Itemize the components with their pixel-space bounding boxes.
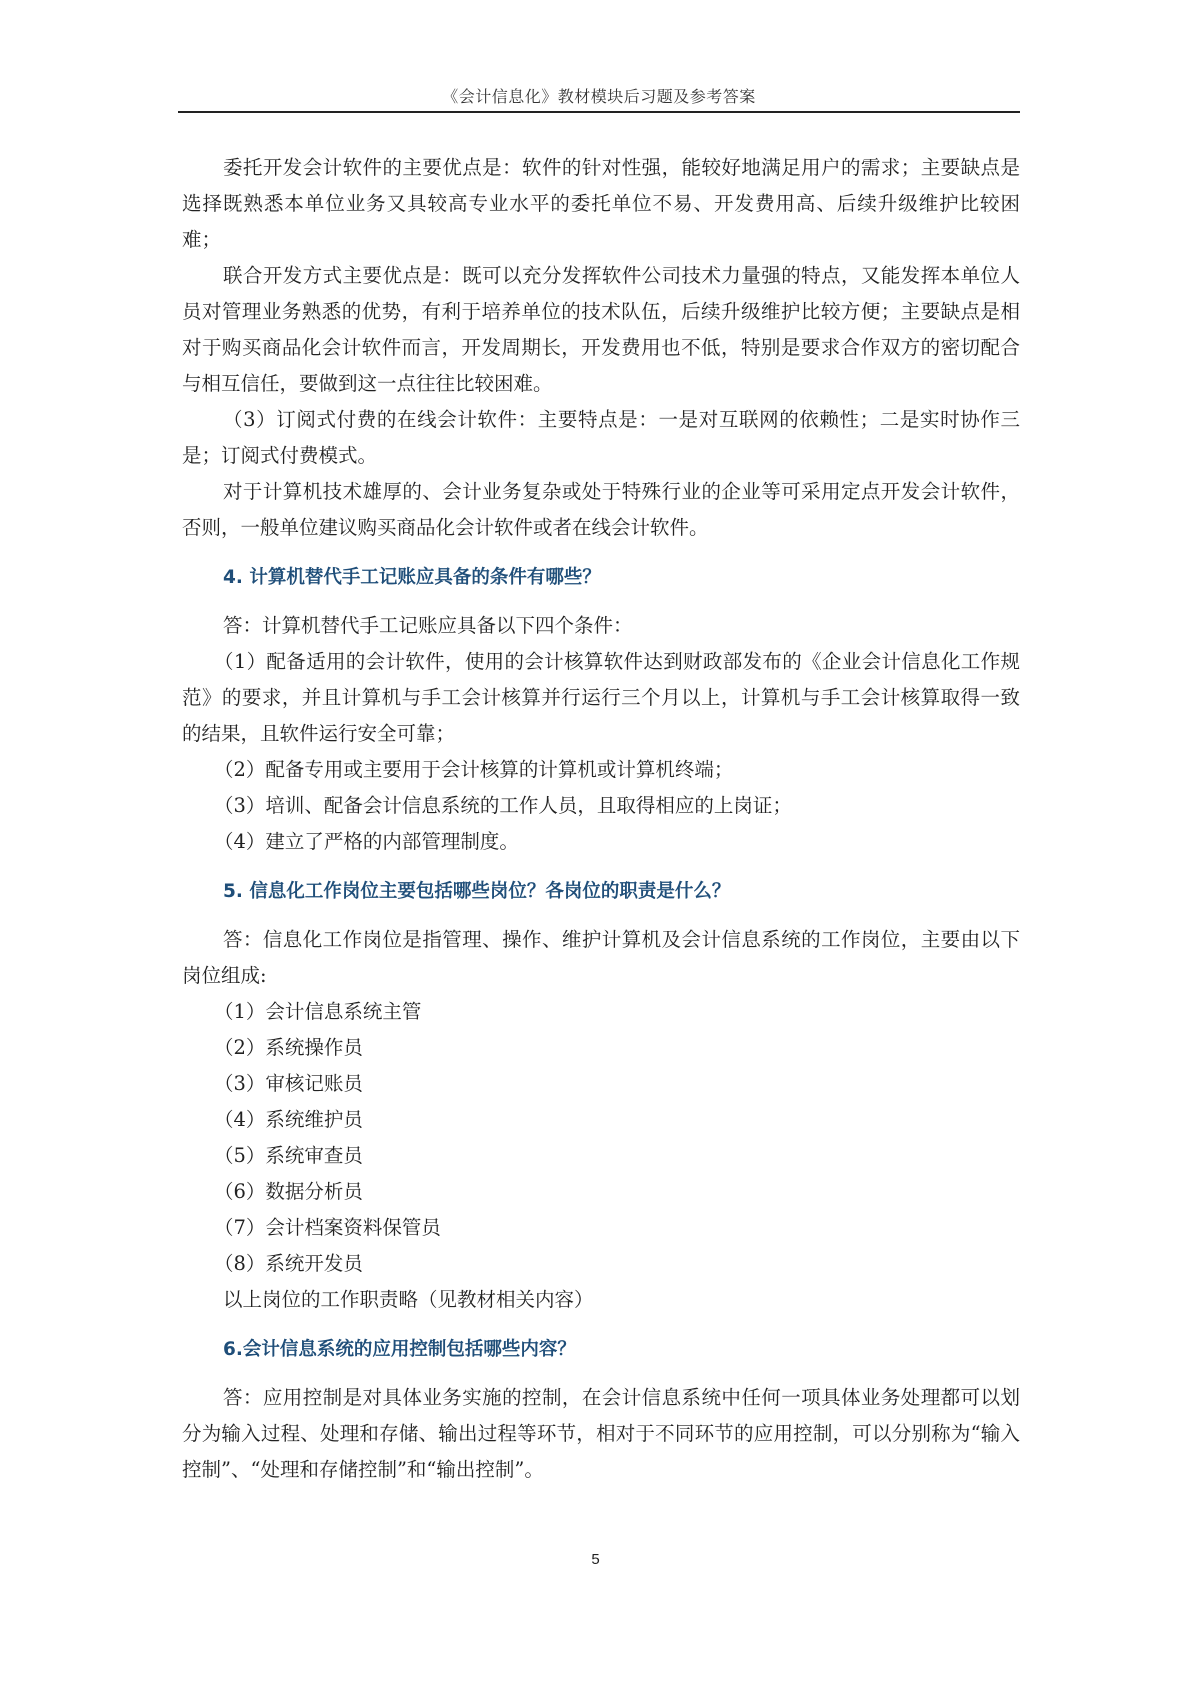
paragraph-online-software: （3）订阅式付费的在线会计软件：主要特点是：一是对互联网的依赖性；二是实时协作三是；订阅式付费模式。: [182, 408, 1020, 467]
question-5-item: （1）会计信息系统主管: [214, 1000, 422, 1023]
question-5-heading: 5. 信息化工作岗位主要包括哪些岗位？各岗位的职责是什么？: [223, 881, 731, 902]
question-4-item: （3）培训、配备会计信息系统的工作人员，且取得相应的上岗证；: [214, 794, 792, 817]
question-4-item: （1）配备适用的会计软件，使用的会计核算软件达到财政部发布的《企业会计信息化工作规范》的要求，并且计算机与手工会计核算并行运行三个月以上，计算机与手工会计核算取得一致的结果，且软件运行安全可靠；: [182, 650, 1020, 745]
question-5-footer: 以上岗位的工作职责略（见教材相关内容）: [223, 1288, 594, 1311]
question-6-heading: 6.会计信息系统的应用控制包括哪些内容？: [223, 1339, 576, 1360]
paragraph-recommendation: 对于计算机技术雄厚的、会计业务复杂或处于特殊行业的企业等可采用定点开发会计软件，否则，一般单位建议购买商品化会计软件或者在线会计软件。: [182, 480, 1020, 539]
question-5-item: （5）系统审查员: [214, 1144, 363, 1167]
question-4-item: （2）配备专用或主要用于会计核算的计算机或计算机终端；: [214, 758, 734, 781]
question-6-answer: 答：应用控制是对具体业务实施的控制，在会计信息系统中任何一项具体业务处理都可以划分为输入过程、处理和存储、输出过程等环节，相对于不同环节的应用控制，可以分别称为“输入控制”、“处理和存储控制”和“输出控制”。: [182, 1386, 1020, 1481]
question-5-item: （6）数据分析员: [214, 1180, 363, 1203]
question-5-answer: 答：信息化工作岗位是指管理、操作、维护计算机及会计信息系统的工作岗位，主要由以下岗位组成:: [182, 928, 1020, 987]
page-number: 5: [591, 1551, 600, 1568]
question-5-item: （3）审核记账员: [214, 1072, 363, 1095]
question-5-item: （8）系统开发员: [214, 1252, 363, 1275]
question-4-heading: 4. 计算机替代手工记账应具备的条件有哪些？: [223, 567, 601, 588]
question-4-answer: 答：计算机替代手工记账应具备以下四个条件：: [223, 614, 633, 637]
paragraph-commissioned-development: 委托开发会计软件的主要优点是：软件的针对性强，能较好地满足用户的需求；主要缺点是选择既熟悉本单位业务又具较高专业水平的委托单位不易、开发费用高、后续升级维护比较困难；: [182, 156, 1020, 251]
page-body: [182, 150, 1020, 1488]
question-5-item: （2）系统操作员: [214, 1036, 363, 1059]
question-5-item: （7）会计档案资料保管员: [214, 1216, 441, 1239]
paragraph-joint-development: 联合开发方式主要优点是：既可以充分发挥软件公司技术力量强的特点，又能发挥本单位人员对管理业务熟悉的优势，有利于培养单位的技术队伍，后续升级维护比较方便；主要缺点是相对于购买商品化会计软件而言，开发周期长，开发费用也不低，特别是要求合作双方的密切配合与相互信任，要做到这一点往往比较困难。: [182, 264, 1020, 395]
header-rule: [178, 111, 1020, 113]
question-5-item: （4）系统维护员: [214, 1108, 363, 1131]
question-4-item: （4）建立了严格的内部管理制度。: [214, 830, 519, 853]
running-header: 《会计信息化》教材模块后习题及参考答案: [442, 87, 756, 106]
